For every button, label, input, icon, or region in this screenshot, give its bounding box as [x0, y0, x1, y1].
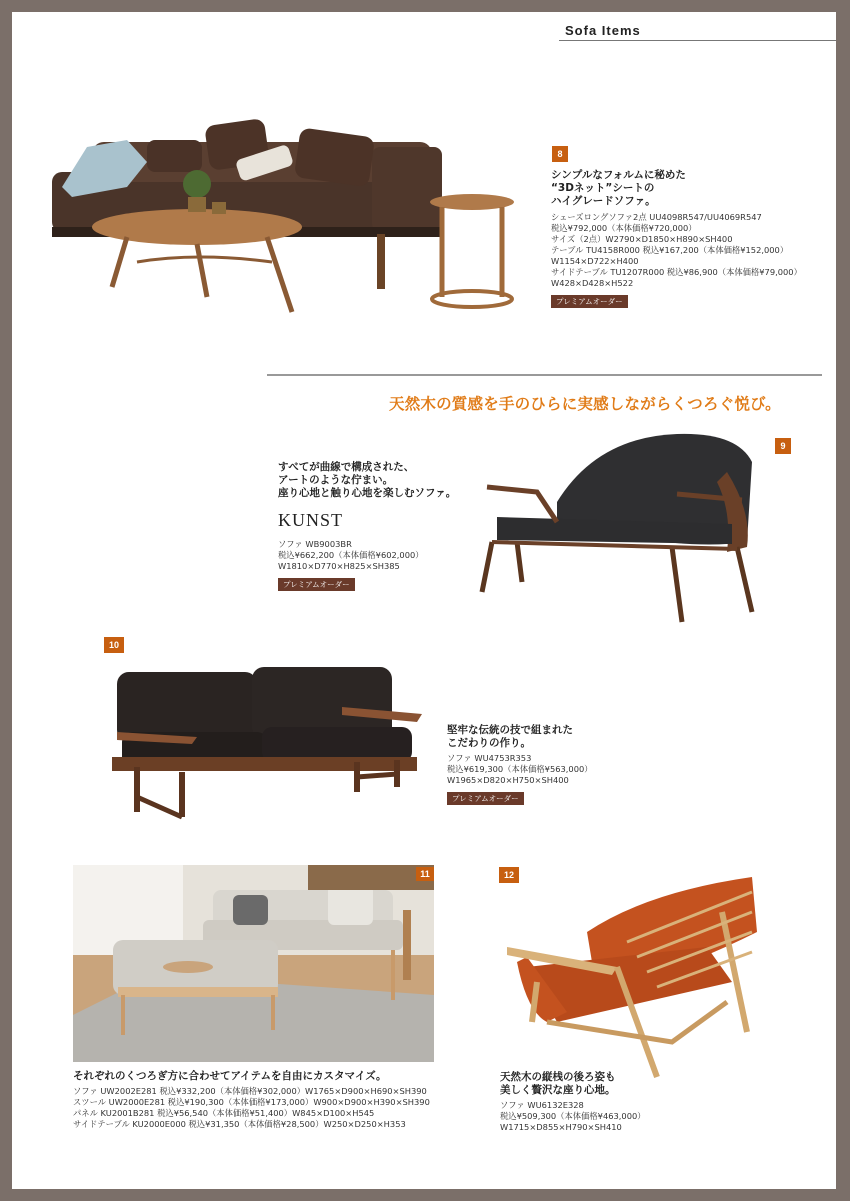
catalog-page [12, 12, 836, 1189]
item-9-headline-2: アートのような佇まい。 [278, 474, 394, 486]
item-11-spec: パネル KU2001B281 税込¥56,540（本体価格¥51,400）W845×D100×H545 [73, 1108, 375, 1118]
item-8-headline-3: ハイグレードソファ。 [551, 195, 656, 207]
item-8-spec: W1154×D722×H400 [551, 256, 639, 266]
item-11-spec: ソファ UW2002E281 税込¥332,200（本体価格¥302,000）W1765×D900×H690×SH390 [73, 1086, 427, 1096]
section-divider [267, 374, 822, 376]
item-8-spec: 税込¥792,000（本体価格¥720,000） [551, 223, 697, 233]
item-10-premium-order-tag: プレミアムオーダー [447, 792, 524, 805]
item-9-premium-order-tag: プレミアムオーダー [278, 578, 355, 591]
item-9-number-badge: 9 [775, 438, 791, 454]
section-title: Sofa Items [565, 23, 641, 38]
item-9-headline-1: すべてが曲線で構成された、 [278, 461, 415, 473]
item-10-spec: ソファ WU4753R353 [447, 753, 532, 763]
item-12-photo [497, 872, 762, 1082]
item-11-photo [73, 865, 434, 1062]
item-10-number-badge: 10 [104, 637, 124, 653]
item-8-headline-1: シンプルなフォルムに秘めた [551, 169, 686, 181]
item-8-spec: サイドテーブル TU1207R000 税込¥86,900（本体価格¥79,000） [551, 267, 802, 277]
item-8-spec: テーブル TU4158R000 税込¥167,200（本体価格¥152,000） [551, 245, 789, 255]
item-9-spec: ソファ WB9003BR [278, 539, 352, 549]
section-tagline: 天然木の質感を手のひらに実感しながらくつろぐ悦び。 [389, 395, 781, 413]
item-9-photo [477, 432, 767, 622]
item-11-spec: スツール UW2000E281 税込¥190,300（本体価格¥173,000）W900×D900×H390×SH390 [73, 1097, 430, 1107]
item-12-headline-1: 天然木の縦桟の後ろ姿も [500, 1071, 616, 1083]
item-10-headline-2: こだわりの作り。 [447, 737, 531, 749]
item-12-description [500, 1071, 646, 1133]
item-9-description [278, 461, 456, 591]
item-8-spec: W428×D428×H522 [551, 278, 634, 288]
item-11-headline: それぞれのくつろぎ方に合わせてアイテムを自由にカスタマイズ。 [73, 1070, 387, 1082]
item-10-description [447, 724, 593, 805]
item-12-spec: W1715×D855×H790×SH410 [500, 1122, 622, 1132]
item-11-number-badge: 11 [416, 867, 434, 881]
item-12-headline-2: 美しく贅沢な座り心地。 [500, 1084, 616, 1096]
item-12-number-badge: 12 [499, 867, 519, 883]
item-10-photo [107, 662, 427, 817]
item-8-premium-order-tag: プレミアムオーダー [551, 295, 628, 308]
item-11-spec: サイドテーブル KU2000E000 税込¥31,350（本体価格¥28,500）W250×D250×H353 [73, 1119, 406, 1129]
item-8-number-badge: 8 [552, 146, 568, 162]
item-10-spec: W1965×D820×H750×SH400 [447, 775, 569, 785]
item-8-description [551, 169, 802, 308]
item-11-description [73, 1070, 430, 1130]
item-9-product-name: KUNST [278, 510, 344, 530]
item-9-spec: 税込¥662,200（本体価格¥602,000） [278, 550, 424, 560]
item-8-photo [32, 102, 512, 312]
item-8-spec: サイズ（2点）W2790×D1850×H890×SH400 [551, 234, 733, 244]
item-12-spec: 税込¥509,300（本体価格¥463,000） [500, 1111, 646, 1121]
item-9-headline-3: 座り心地と触り心地を楽しむソファ。 [278, 487, 457, 499]
header-rule [559, 40, 836, 41]
item-10-headline-1: 堅牢な伝統の技で組まれた [447, 724, 573, 736]
item-8-headline-2: “3Dネット”シートの [551, 182, 655, 194]
item-12-spec: ソファ WU6132E328 [500, 1100, 584, 1110]
item-10-spec: 税込¥619,300（本体価格¥563,000） [447, 764, 593, 774]
item-9-spec: W1810×D770×H825×SH385 [278, 561, 400, 571]
item-8-spec: シェーズロングソファ2点 UU4098R547/UU4069R547 [551, 212, 762, 222]
